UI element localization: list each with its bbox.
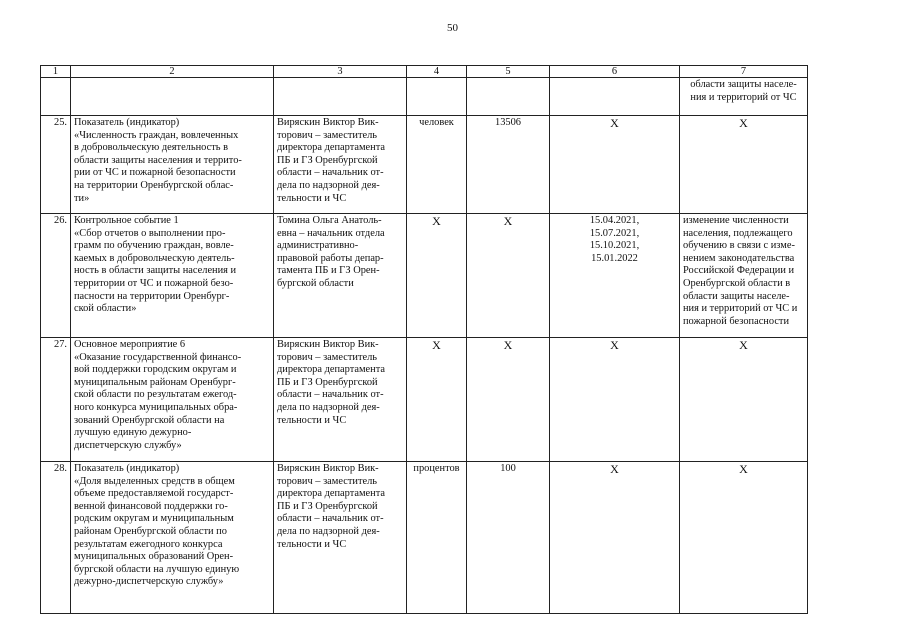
column-number-row	[41, 66, 808, 78]
row-note: Х	[680, 462, 808, 614]
measures-table	[40, 65, 808, 614]
row-number: 26.	[41, 214, 71, 338]
row-value: Х	[467, 338, 550, 462]
row-responsible: Виряскин Виктор Вик- торович – заместитель директора департамента ПБ и ГЗ Оренбургской области – начальник от- дела по надзорной дея- тельности и ЧС	[274, 462, 407, 614]
row-date: Х	[550, 116, 680, 214]
row-description: Контрольное событие 1 «Сбор отчетов о выполнении про- грамм по обучению граждан, вовле- каемых в добровольческую деятель- ность в области защиты населения и территории от ЧС и пожарной безо- пасности на территории Оренбург- ской области»	[71, 214, 274, 338]
row-unit: человек	[407, 116, 467, 214]
continuation-text: области защиты населе- ния и территорий от ЧС	[680, 78, 808, 116]
row-description: Показатель (индикатор) «Численность граждан, вовлеченных в добровольческую деятельность в области защиты населения и террито- рии от ЧС и пожарной безопасности на территории Оренбургской облас- ти»	[71, 116, 274, 214]
row-responsible: Виряскин Виктор Вик- торович – заместитель директора департамента ПБ и ГЗ Оренбургской области – начальник от- дела по надзорной дея- тельности и ЧС	[274, 338, 407, 462]
row-value: Х	[467, 214, 550, 338]
column-number: 4	[407, 66, 467, 78]
column-number: 6	[550, 66, 680, 78]
row-unit: Х	[407, 338, 467, 462]
row-description: Показатель (индикатор) «Доля выделенных средств в общем объеме предоставляемой государст- венной финансовой поддержки го- родским округам и муниципальным районам Оренбургской области по результатам ежегодного конкурса муниципальных образований Орен- бургской области на лучшую единую дежурно-диспетчерскую службу»	[71, 462, 274, 614]
column-number: 3	[274, 66, 407, 78]
row-unit: Х	[407, 214, 467, 338]
row-value: 13506	[467, 116, 550, 214]
row-responsible: Виряскин Виктор Вик- торович – заместитель директора департамента ПБ и ГЗ Оренбургской области – начальник от- дела по надзорной дея- тельности и ЧС	[274, 116, 407, 214]
row-number: 28.	[41, 462, 71, 614]
table-row	[41, 214, 808, 338]
table-row	[41, 338, 808, 462]
row-unit: процентов	[407, 462, 467, 614]
page-number: 50	[447, 22, 458, 34]
column-number: 7	[680, 66, 808, 78]
table-row	[41, 116, 808, 214]
row-note: Х	[680, 338, 808, 462]
row-number: 25.	[41, 116, 71, 214]
row-note: изменение численности населения, подлежащего обучению в связи с изме- нением законодательства Российской Федерации и Оренбургской области в области защиты населе- ния и территорий от ЧС и пожарной безопасности	[680, 214, 808, 338]
row-value: 100	[467, 462, 550, 614]
row-description: Основное мероприятие 6 «Оказание государственной финансо- вой поддержки городским округам и муниципальным районам Оренбург- ской области по результатам ежегод- ного конкурса муниципальных обра- зований Оренбургской области на лучшую единую дежурно- диспетчерскую службу»	[71, 338, 274, 462]
row-note: Х	[680, 116, 808, 214]
row-date: Х	[550, 338, 680, 462]
column-number: 2	[71, 66, 274, 78]
row-number: 27.	[41, 338, 71, 462]
row-date: 15.04.2021, 15.07.2021, 15.10.2021, 15.01.2022	[550, 214, 680, 338]
continuation-row	[41, 78, 808, 116]
column-number: 1	[41, 66, 71, 78]
row-date: Х	[550, 462, 680, 614]
column-number: 5	[467, 66, 550, 78]
table-row	[41, 462, 808, 614]
row-responsible: Томина Ольга Анатоль- евна – начальник отдела административно- правовой работы депар- тамента ПБ и ГЗ Орен- бургской области	[274, 214, 407, 338]
